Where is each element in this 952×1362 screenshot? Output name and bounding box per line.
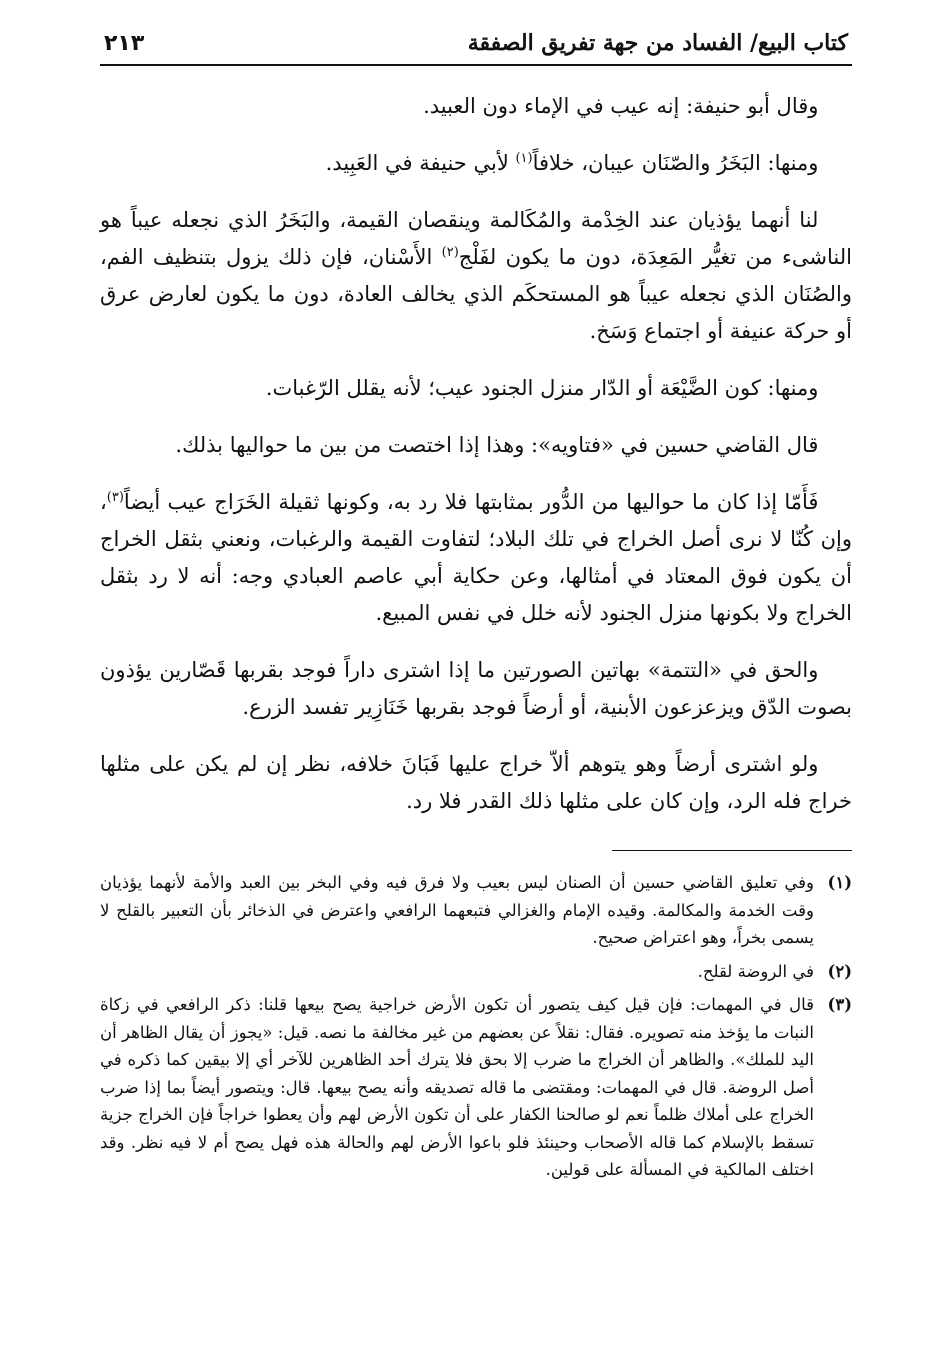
footnotes — [100, 869, 852, 1184]
paragraph: ومنها: كون الضَّيْعَة أو الدّار منزل الجنود عيب؛ لأنه يقلل الرّغبات. — [265, 376, 819, 400]
footnote-text: في الروضة لقلح. — [697, 961, 814, 981]
footnote-text: وفي تعليق القاضي حسين أن الصنان ليس بعيب ولا فرق فيه وفي البخر بين العبد والأمة لأنهما يؤذيان وقت الخدمة والمكالمة. وقيده الإمام والغزالي فتبعهما الرافعي واعترض في الذخائر بأن التعبير بالقلح لا يسمى بخراً، وهو اعتراض صحيح. — [100, 873, 814, 947]
paragraph: لنا أنهما يؤذيان عند الخِدْمة والمُكَالمة وينقصان القيمة، والبَخَرُ الذي نجعله عيباً هو الناشىء من تغيُّر المَعِدَة، دون ما يكون لفَلْج$^{(٢)}$ الأَسْنان، فإن ذلك يزول بتنظيف الفم، والصُنَان الذي نجعله عيباً هو المستحكَم الذي يخالف العادة، دون ما يكون لعارض عرق أو حركة عنيفة أو اجتماع وَسَخ. — [100, 208, 852, 343]
footnote-ref[interactable]: (١) — [515, 151, 533, 166]
footnote-text: قال في المهمات: فإن قيل كيف يتصور أن تكون الأرض خراجية يصح بيعها قلنا: ذكر الرافعي في زكاة النبات ما يؤخذ منه تصويره. فقال: نقلاً عن بعضهم من غير مخالفة ما نصه. قيل: «يجوز أن يقال الظاهر أن اليد للملك». والظاهر أن الخراج ما ضرب إلا بحق فلا يترك أحد الظاهرين للآخر أي إلا بيقين كما ذكره في أصل الروضة. قال في المهمات: ومقتضى ما قاله تصديقه وأنه يصح بيعها. قال: ويتصور أيضاً بما إذا ضرب الخراج على أملاك ظلماً نعم لو صالحنا الكفار على أن تكون الأرض لهم وأن يعطوا خراجاً فإن الخراج جزية تسقط بالإسلام كما قاله الأصحاب وحينئذ فلو باعوا الأرض لهم والحالة هذه فهل يصح أم لا فيه نظر. وقد اختلف المالكية في المسألة على قولين. — [100, 995, 814, 1179]
footnote-divider — [612, 850, 852, 851]
main-text — [100, 88, 852, 820]
footnote — [100, 958, 852, 986]
paragraph: ولو اشترى أرضاً وهو يتوهم ألاّ خراج عليها فَبَانَ خلافه، نظر إن لم يكن على مثلها خراج فله الرد، وإن كان على مثلها ذلك القدر فلا رد. — [100, 752, 852, 813]
chapter-title: كتاب البيع/ الفساد من جهة تفريق الصفقة — [467, 30, 848, 56]
footnote — [100, 991, 852, 1184]
footnote-mark: (٣) — [827, 995, 852, 1014]
paragraph: قال القاضي حسين في «فتاويه»: وهذا إذا اختصت من بين ما حواليها بذلك. — [175, 433, 819, 457]
paragraph: والحق في «التتمة» بهاتين الصورتين ما إذا اشترى داراً فوجد بقربها قَصّارين يؤذون بصوت الدّق ويزعزعون الأبنية، أو أرضاً فوجد بقربها خَنَازِير تفسد الزرع. — [100, 658, 852, 719]
paragraph: ومنها: البَخَرُ والصّنَان عيبان، خلافاً$^{(١)}$ لأبي حنيفة في العَبِيد. — [325, 151, 819, 175]
footnote-mark: (١) — [827, 873, 852, 892]
paragraph: وقال أبو حنيفة: إنه عيب في الإماء دون العبيد. — [423, 94, 819, 118]
page-number: ٢١٣ — [104, 31, 145, 56]
running-header — [100, 30, 852, 66]
footnote — [100, 869, 852, 952]
footnote-mark: (٢) — [827, 961, 852, 981]
footnote-ref[interactable]: (٣) — [106, 490, 124, 505]
footnote-ref[interactable]: (٢) — [441, 245, 459, 260]
paragraph: فَأَمّا إذا كان ما حواليها من الدُّور بمثابتها فلا رد به، وكونها ثقيلة الخَرَاج عيب أيضاً$^{(٣)}$، وإن كُنّا لا نرى أصل الخراج في تلك البلاد؛ لتفاوت القيمة والرغبات، ونعني بثقل الخراج أن يكون فوق المعتاد في أمثالها، وعن حكاية أبي عاصم العبادي وجه: أنه لا رد بثقل الخراج ولا بكونها منزل الجنود لأنه خلل في نفس المبيع. — [100, 490, 852, 625]
